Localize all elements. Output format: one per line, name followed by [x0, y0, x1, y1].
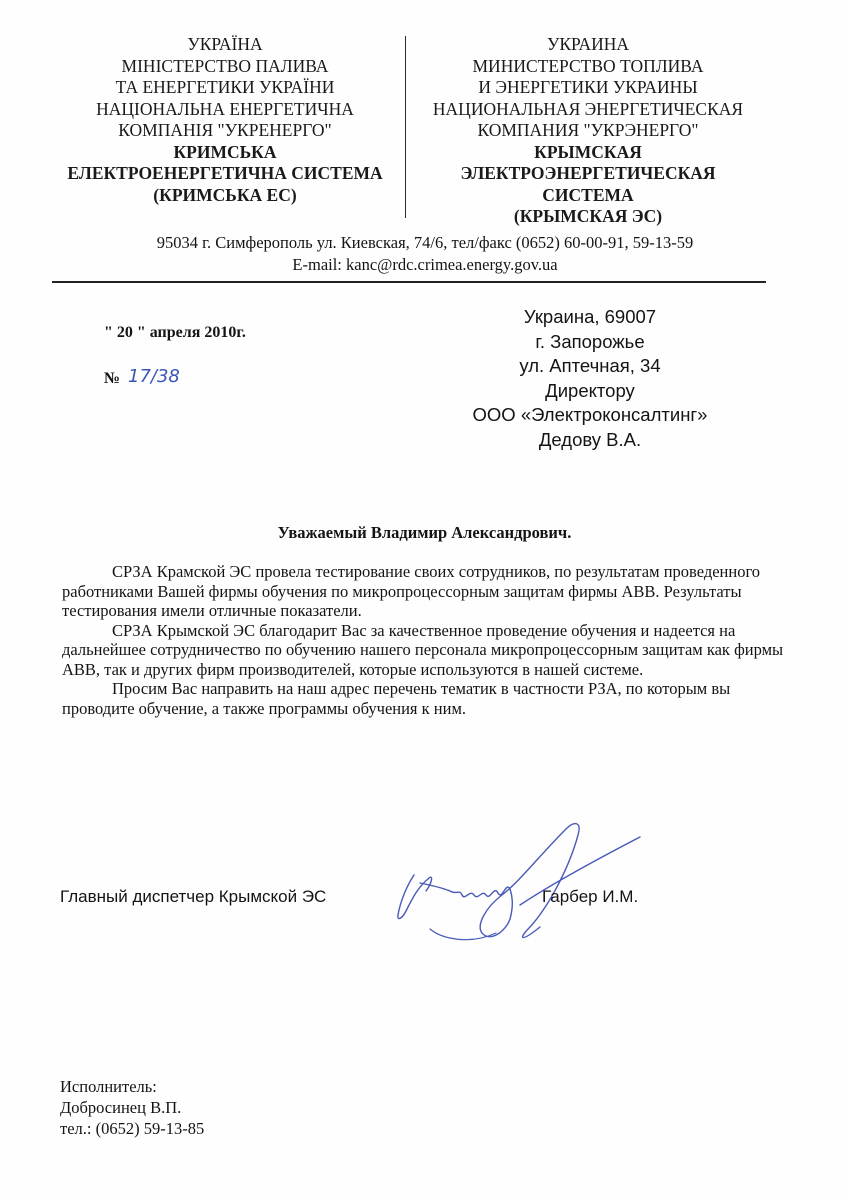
- letterhead-org-line: ЭЛЕКТРОЭНЕРГЕТИЧЕСКАЯ: [460, 163, 716, 183]
- recipient-line: ООО «Электроконсалтинг»: [472, 404, 708, 425]
- registration-number-handwritten: 17/38: [128, 366, 180, 387]
- registration-number-label: №: [104, 370, 121, 387]
- letterhead-line: КОМПАНИЯ "УКРЭНЕРГО": [477, 120, 699, 140]
- recipient-line: Дедову В.А.: [538, 428, 642, 450]
- signature-stroke: [398, 824, 640, 938]
- recipient-line: Директору: [545, 379, 635, 401]
- letterhead-divider: [405, 36, 406, 218]
- letterhead-line: И ЭНЕРГЕТИКИ УКРАИНЫ: [478, 77, 698, 97]
- letterhead-line: НАЦІОНАЛЬНА ЕНЕРГЕТИЧНА: [96, 98, 354, 119]
- letterhead-org-line: ЕЛЕКТРОЕНЕРГЕТИЧНА СИСТЕМА: [67, 163, 383, 183]
- body-paragraph: СРЗА Крамской ЭС провела тестирование своих сотрудников, по результатам проведенного работниками Вашей фирмы обучения по микропроцессорным защитам фирмы АВВ. Результаты тестирования имели отличные показатели.: [62, 562, 761, 620]
- recipient-line: ул. Аптечная, 34: [519, 355, 661, 376]
- recipient-line: г. Запорожье: [535, 330, 645, 352]
- letter-date: " 20 " апреля 2010г.: [104, 324, 246, 341]
- letterhead-org-line: (КРИМСЬКА ЕС): [153, 184, 297, 205]
- signer-title: Главный диспетчер Крымской ЭС: [60, 887, 327, 906]
- letterhead-line: УКРАЇНА: [187, 34, 263, 54]
- letterhead-rule: [52, 281, 766, 283]
- letterhead-org-line: КРЫМСКАЯ: [534, 141, 642, 162]
- body-paragraph: СРЗА Крымской ЭС благодарит Вас за качественное проведение обучения и надеется на дальнейшее сотрудничество по обучению нашего персонала микропроцессорным защитам как фирмы АВВ, так и других фирм производителей, которые используются в нашей системе.: [62, 620, 784, 679]
- letterhead-line: МІНІСТЕРСТВО ПАЛИВА: [121, 55, 329, 76]
- executor-name: Добросинец В.П.: [60, 1098, 182, 1117]
- signature-underline: [430, 929, 496, 940]
- executor-label: Исполнитель:: [60, 1077, 157, 1096]
- sender-email: E-mail: kanc@rdc.crimea.energy.gov.ua: [292, 255, 558, 274]
- recipient-line: Украина, 69007: [523, 306, 657, 327]
- salutation: Уважаемый Владимир Александрович.: [277, 523, 572, 542]
- letterhead-line: УКРАИНА: [546, 34, 630, 54]
- letterhead-line: ТА ЕНЕРГЕТИКИ УКРАЇНИ: [115, 77, 335, 97]
- executor-phone: тел.: (0652) 59-13-85: [60, 1119, 205, 1138]
- letterhead-line: КОМПАНІЯ "УКРЕНЕРГО": [118, 120, 332, 140]
- letterhead-line: МИНИСТЕРСТВО ТОПЛИВА: [472, 55, 704, 76]
- letterhead-org-line: КРИМСЬКА: [173, 141, 277, 162]
- body-paragraph: Просим Вас направить на наш адрес перечень тематик в частности РЗА, по которым вы проводите обучение, а также программы обучения к ним.: [62, 679, 731, 718]
- letterhead-org-line: СИСТЕМА: [542, 184, 634, 205]
- sender-address: 95034 г. Симферополь ул. Киевская, 74/6, тел/факс (0652) 60-00-91, 59-13-59: [156, 233, 694, 252]
- recipient-block: [440, 305, 740, 452]
- letterhead-org-line: (КРЫМСКАЯ ЭС): [513, 206, 663, 226]
- letterhead-line: НАЦИОНАЛЬНАЯ ЭНЕРГЕТИЧЕСКАЯ: [432, 98, 744, 119]
- letterhead-ukrainian: [40, 34, 410, 206]
- letter-body: [62, 562, 784, 718]
- signer-name: Гарбер И.М.: [542, 887, 639, 906]
- executor-block: [60, 1076, 204, 1139]
- letterhead-russian: [418, 34, 758, 228]
